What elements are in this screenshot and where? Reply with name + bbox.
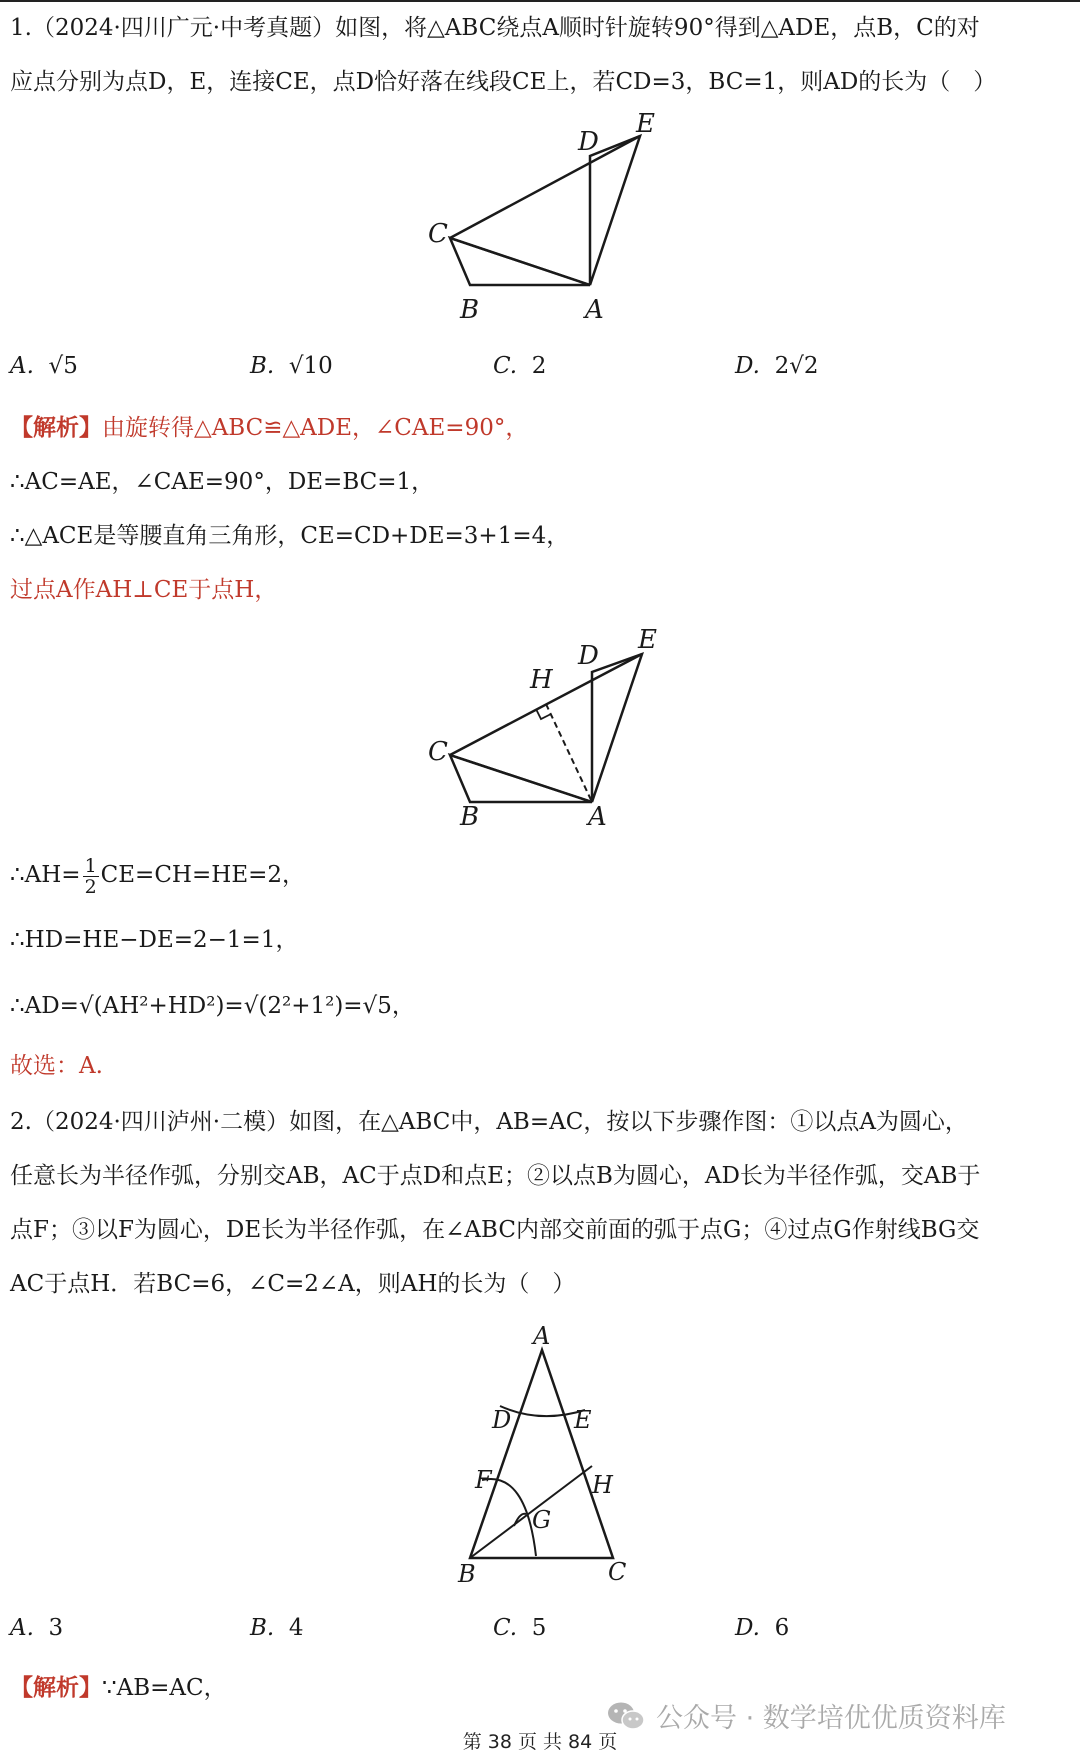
segment-ca — [450, 755, 592, 802]
problem1-solution-line5: ∴AH= $\frac{1}{2}$ CE=CH=HE=2， — [10, 854, 306, 898]
problem2-line1: 2.（2024·四川泸州·二模）如图，在△ABC中，AB=AC，按以下步骤作图：①以点A为圆心， — [10, 1109, 968, 1135]
problem1-solution-line2: ∴AC=AE，∠CAE=90°，DE=BC=1， — [10, 469, 435, 495]
problem1-line1: 1.（2024·四川广元·中考真题）如图，将△ABC绕点A顺时针旋转90°得到△ADE，点B，C的对 — [10, 15, 980, 41]
label-h: H — [592, 1471, 613, 1499]
fraction-one-half: $\frac{1}{2}$ — [84, 854, 97, 898]
label-d: D — [578, 127, 599, 157]
option-d[interactable]: D. 6 — [735, 1615, 790, 1641]
watermark: 公众号 · 数学培优优质资料库 — [606, 1696, 1006, 1739]
problem2-line4: AC于点H．若BC=6，∠C=2∠A，则AH的长为（ ） — [10, 1271, 576, 1297]
label-e: E — [638, 625, 657, 655]
problem1-solution-line1: 【解析】由旋转得△ABC≌△ADE，∠CAE=90°， — [10, 414, 529, 441]
label-c: C — [608, 1558, 627, 1586]
segment-ca — [450, 238, 590, 285]
problem1-figure — [420, 108, 660, 328]
problem2-figure — [440, 1318, 640, 1588]
label-d: D — [492, 1406, 512, 1434]
top-rule — [0, 0, 1080, 2]
option-a[interactable]: A. 3 — [10, 1615, 64, 1641]
label-d: D — [578, 641, 599, 671]
altitude-ah — [546, 704, 592, 802]
page-footer: 第 38 页 共 84 页 — [462, 1731, 618, 1753]
option-a[interactable]: A. √5 — [10, 353, 78, 379]
label-c: C — [428, 219, 448, 249]
label-e: E — [574, 1406, 592, 1434]
option-b[interactable]: B. √10 — [250, 353, 333, 379]
problem2-solution-line1: 【解析】∵AB=AC， — [10, 1674, 227, 1701]
problem1-solution-line6: ∴HD=HE−DE=2−1=1， — [10, 927, 299, 953]
option-c[interactable]: C. 5 — [493, 1615, 547, 1641]
problem1-solution-line3: ∴△ACE是等腰直角三角形，CE=CD+DE=3+1=4， — [10, 523, 570, 549]
label-b: B — [458, 1560, 476, 1588]
label-g: G — [532, 1506, 552, 1534]
label-f: F — [475, 1466, 492, 1494]
label-a: A — [588, 802, 607, 830]
label-a: A — [585, 295, 604, 325]
problem2-line3: 点F；③以F为圆心，DE长为半径作弧，在∠ABC内部交前面的弧于点G；④过点G作射线BG交 — [10, 1217, 980, 1243]
problem2-line2: 任意长为半径作弧，分别交AB，AC于点D和点E；②以点B为圆心，AD长为半径作弧，交AB于 — [10, 1163, 981, 1189]
problem1-solution-line8: 故选：A. — [10, 1053, 103, 1079]
problem1-line2: 应点分别为点D，E，连接CE，点D恰好落在线段CE上，若CD=3，BC=1，则AD的长为（ ） — [10, 69, 997, 95]
solution-tag: 【解析】 — [10, 414, 102, 441]
solution-tag: 【解析】 — [10, 1674, 102, 1701]
label-b: B — [460, 802, 480, 830]
label-e: E — [636, 109, 655, 139]
problem1-solution-line7: ∴AD=√(AH²+HD²)=√(2²+1²)=√5， — [10, 993, 415, 1019]
arc-de — [500, 1406, 585, 1416]
problem1-figure-with-h — [420, 620, 660, 830]
right-angle-mark — [536, 709, 551, 719]
label-b: B — [460, 295, 480, 325]
label-c: C — [428, 737, 448, 767]
option-c[interactable]: C. 2 — [493, 353, 547, 379]
label-a: A — [533, 1322, 551, 1350]
option-b[interactable]: B. 4 — [250, 1615, 304, 1641]
problem1-solution-line4: 过点A作AH⊥CE于点H， — [10, 577, 278, 603]
option-d[interactable]: D. 2√2 — [735, 353, 819, 379]
label-h: H — [530, 665, 553, 695]
